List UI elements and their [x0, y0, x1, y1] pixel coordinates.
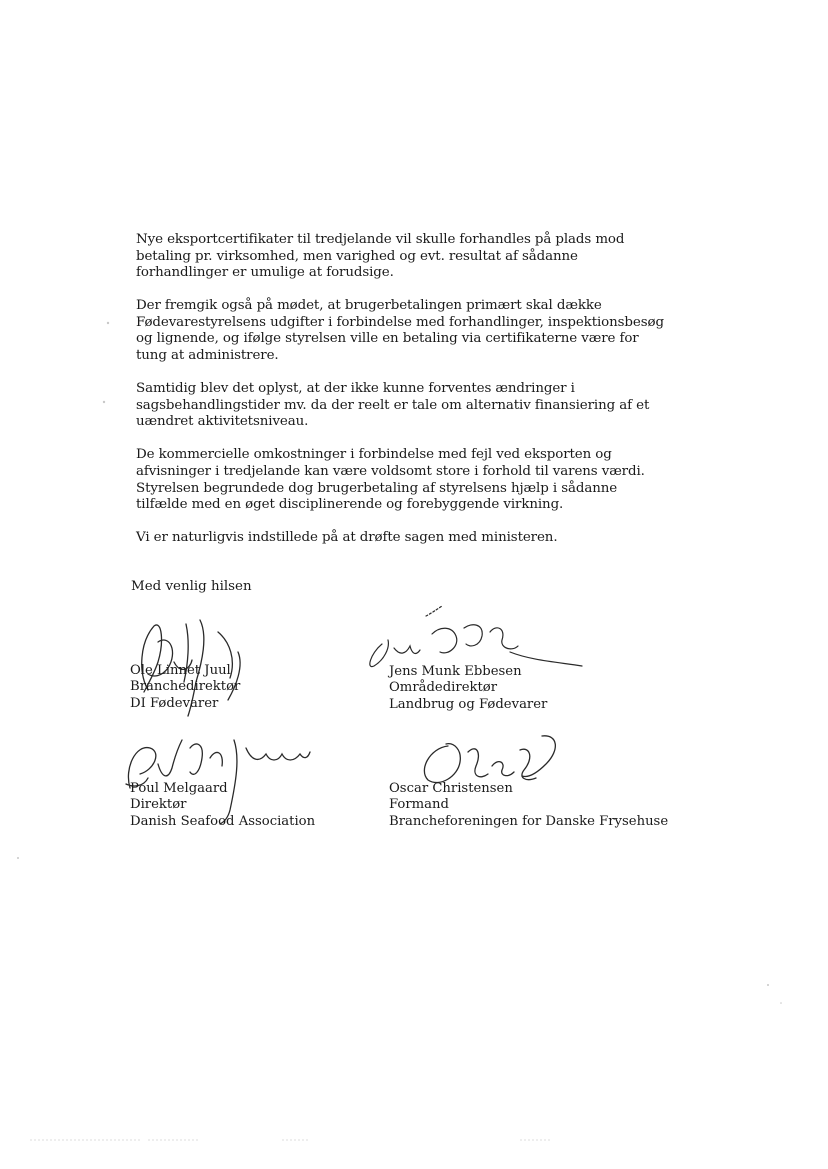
signatory-3-title: Direktør	[130, 797, 187, 813]
signatory-2-name: Jens Munk Ebbesen	[389, 664, 522, 679]
signatory-4-name: Oscar Christensen	[389, 781, 513, 796]
signatory-4-org: Brancheforeningen for Danske Frysehuse	[389, 813, 669, 829]
paragraph-3: Samtidig blev det oplyst, at der ikke kunne forventes ændringer i sagsbehandlingstider mv. da der reelt er tale om alternativ finansiering af et uændret aktivitetsniveau.	[136, 381, 650, 430]
paragraph-1: Nye eksportcertifikater til tredjelande vil skulle forhandles på plads mod betaling pr. virksomhed, men varighed og evt. resultat af sådanne forhandlinger er umulige at forudsige.	[136, 232, 625, 281]
signatory-1	[130, 663, 240, 712]
paragraph-2: Der fremgik også på mødet, at brugerbetalingen primært skal dække Fødevarestyrelsens udgifter i forbindelse med forhandlinger, inspektionsbesøg og lignende, og ifølge styrelsen ville en betaling via certifikaterne være for tung at administrere.	[136, 298, 664, 364]
paragraph-4: De kommercielle omkostninger i forbindelse med fejl ved eksporten og afvisninger i tredjelande kan være voldsomt store i forhold til varens værdi. Styrelsen begrundede dog brugerbetaling af styrelsens hjælp i sådanne tilfælde med en øget disciplinerende og forebyggende virkning.	[136, 447, 645, 513]
signatory-1-name: Ole Linnet Juul	[130, 663, 231, 678]
signatory-2-org: Landbrug og Fødevarer	[389, 696, 548, 712]
letter-body	[136, 232, 666, 563]
signatory-4	[389, 781, 668, 830]
signatory-2	[389, 664, 547, 713]
paragraph-5: Vi er naturligvis indstillede på at drøfte sagen med ministeren.	[136, 530, 558, 546]
signatory-4-title: Formand	[389, 797, 449, 813]
signatory-3-name: Poul Melgaard	[130, 781, 228, 796]
signatory-1-org: DI Fødevarer	[130, 695, 219, 711]
closing-salutation: Med venlig hilsen	[131, 579, 252, 594]
signatory-3	[130, 781, 315, 830]
signatory-3-org: Danish Seafood Association	[130, 813, 316, 829]
signatory-2-title: Områdedirektør	[389, 680, 498, 696]
signatory-1-title: Branchedirektør	[130, 679, 241, 695]
